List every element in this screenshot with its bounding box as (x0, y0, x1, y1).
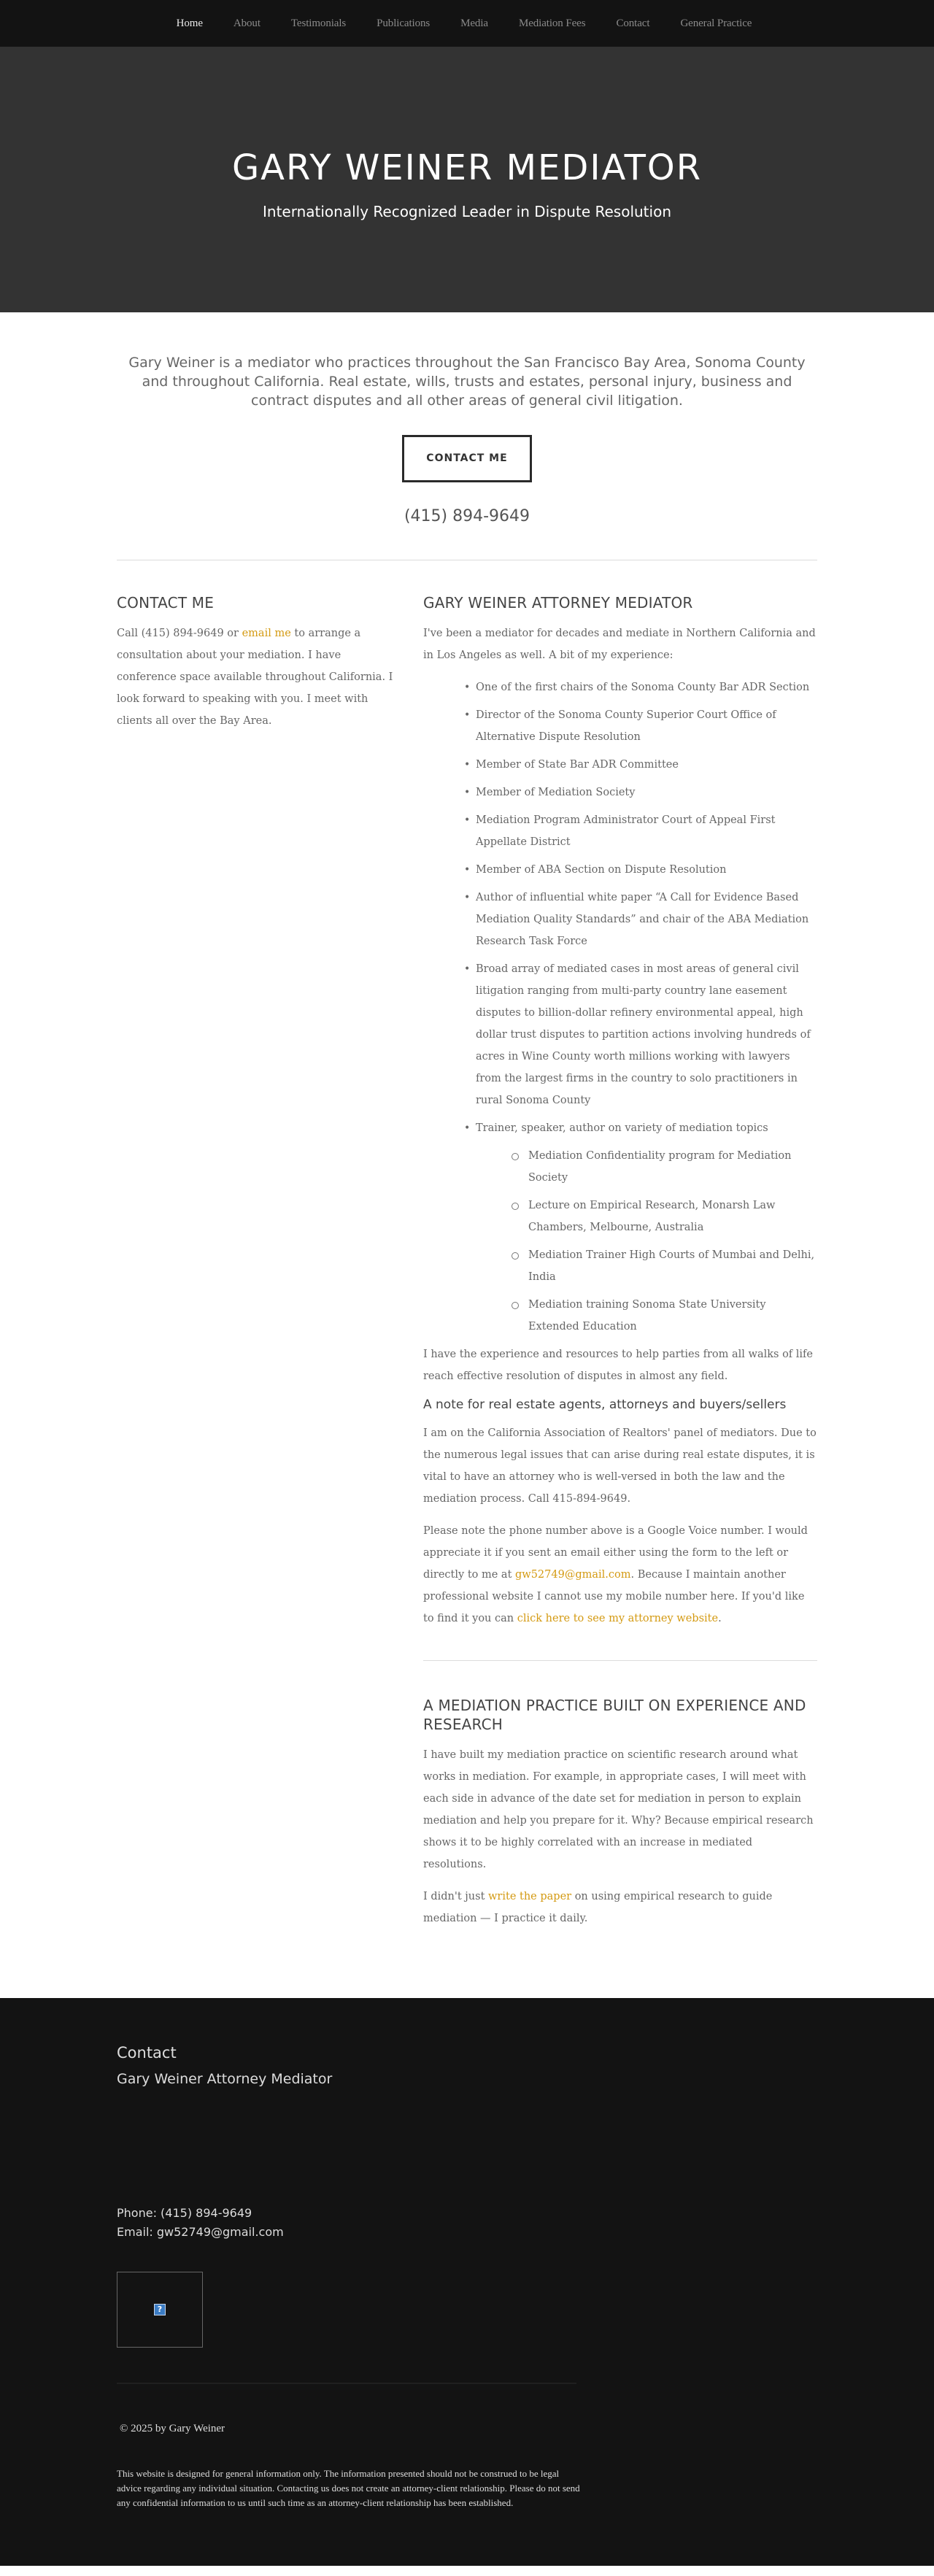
contact-text-prefix: Call (415) 894-9649 or (117, 628, 242, 639)
intro-phone: (415) 894-9649 (404, 507, 530, 525)
list-item-text: Mediation Program Administrator Court of Appeal First Appellate District (476, 814, 776, 848)
footer-inner (117, 2042, 817, 2510)
phone-note-prefix: Please note the phone number above is a Google Voice number. I would appreciate it if you sent an email either using the form to the left or directly to me at (423, 1525, 808, 1581)
nav-list (161, 0, 768, 47)
contact-title: CONTACT ME (117, 594, 215, 612)
practice-text: I have built my mediation practice on scientific research around what works in mediation. For example, in appropriate cases, I will meet with each side in advance of the date set for mediation in person to explain mediation and help you prepare for it. Why? Because empirical research shows it to be highly correlated with an increase in mediated resolutions. (423, 1749, 814, 1870)
main-content (117, 560, 817, 1998)
footer (0, 1998, 934, 2566)
hero-subtitle: Internationally Recognized Leader in Dispute Resolution (263, 203, 671, 220)
list-item-text: One of the first chairs of the Sonoma County Bar ADR Section (476, 682, 810, 693)
intro-section (117, 312, 817, 525)
real-estate-text: I am on the California Association of Realtors' panel of mediators. Due to the numerous legal issues that can arise during real estate disputes, it is vital to have an attorney who is well-versed in both the law and the mediation process. Call 415-894-9649. (423, 1427, 817, 1505)
practice-text-2 (423, 1886, 817, 1929)
main-nav (0, 0, 934, 47)
email-me-link[interactable]: email me (242, 628, 291, 639)
contact-text-suffix: to arrange a consultation about your mediation. I have conference space available throughout California. I look forward to speaking with you. I meet with clients all over the Bay Area. (117, 628, 393, 727)
list-item (464, 704, 817, 748)
list-item (464, 782, 817, 803)
attorney-closing: I have the experience and resources to help parties from all walks of life reach effective resolution of disputes in almost any field. (423, 1349, 814, 1382)
footer-divider (117, 2383, 576, 2384)
contact-column (117, 593, 394, 1940)
attorney-column (423, 593, 817, 1940)
circle-bullet-icon (512, 1153, 519, 1160)
practice-text-2-suffix: on using empirical research to guide mediation — I practice it daily. (423, 1891, 773, 1924)
email-link[interactable]: gw52749@gmail.com (515, 1569, 631, 1581)
intro-text: Gary Weiner is a mediator who practices throughout the San Francisco Bay Area, Sonoma County and throughout California. Real estate, wills, trusts and estates, personal injury, business and contract disputes and all other areas of general civil litigation. (128, 355, 806, 409)
sub-list-item (528, 1244, 817, 1288)
broken-image-icon: ? (154, 2304, 166, 2315)
sub-list-item (528, 1294, 817, 1338)
list-item (464, 887, 817, 952)
footer-subtitle: Gary Weiner Attorney Mediator (117, 2071, 333, 2087)
list-item (464, 809, 817, 853)
list-item-text: Broad array of mediated cases in most areas of general civil litigation ranging from multi-party country lane easement disputes to billion-dollar refinery environmental appeal, high dollar trust disputes to partition actions involving hundreds of acres in Wine County worth millions working with lawyers from the largest firms in the country to solo practitioners in rural Sonoma County (476, 963, 811, 1106)
nav-item-general-practice[interactable]: General Practice (680, 18, 752, 29)
practice-text-2-prefix: I didn't just (423, 1891, 489, 1902)
attorney-intro: I've been a mediator for decades and mediate in Northern California and in Los Angeles as well. A bit of my experience: (423, 628, 816, 661)
sub-list-item (528, 1145, 817, 1189)
circle-bullet-icon (512, 1252, 519, 1260)
nav-item-testimonials[interactable]: Testimonials (290, 18, 347, 29)
section-divider (423, 1660, 817, 1661)
list-item-text: Member of ABA Section on Dispute Resolution (476, 864, 727, 876)
bullet-icon: • (464, 814, 471, 826)
phone-note-middle: . Because I maintain another professional website I cannot use my mobile number here. If you'd like to find it you can (423, 1569, 805, 1624)
list-item-text: Author of influential white paper “A Call for Evidence Based Mediation Quality Standards” and chair of the ABA Mediation Research Task Force (476, 892, 809, 947)
list-item-text: Director of the Sonoma County Superior Court Office of Alternative Dispute Resolution (476, 709, 776, 743)
nav-item-home[interactable]: Home (176, 18, 203, 29)
list-item (464, 958, 817, 1111)
footer-title: Contact (117, 2044, 177, 2062)
sub-list-item (528, 1195, 817, 1238)
circle-bullet-icon (512, 1302, 519, 1309)
bullet-icon: • (464, 759, 471, 771)
list-item (464, 1117, 817, 1338)
bullet-icon: • (464, 1122, 471, 1134)
real-estate-heading: A note for real estate agents, attorneys and buyers/sellers (423, 1397, 787, 1412)
copyright: © 2025 by Gary Weiner (120, 2423, 225, 2434)
bullet-icon: • (464, 682, 471, 693)
footer-contact-info (117, 2204, 817, 2242)
list-item-text: Member of Mediation Society (476, 787, 636, 798)
circle-bullet-icon (512, 1203, 519, 1210)
sub-list-item-text: Mediation Confidentiality program for Mediation Society (528, 1150, 792, 1184)
list-item (464, 859, 817, 881)
hero-banner (0, 47, 934, 312)
attorney-website-link[interactable]: click here to see my attorney website (517, 1613, 719, 1624)
sub-list-item-text: Mediation training Sonoma State University Extended Education (528, 1299, 766, 1333)
experience-list (423, 676, 817, 1338)
sub-experience-list (476, 1145, 817, 1338)
sub-list-item-text: Lecture on Empirical Research, Monarsh Law Chambers, Melbourne, Australia (528, 1200, 776, 1233)
sub-list-item-text: Mediation Trainer High Courts of Mumbai and Delhi, India (528, 1249, 815, 1283)
bullet-icon: • (464, 892, 471, 903)
contact-text (117, 622, 394, 732)
nav-item-about[interactable]: About (233, 18, 260, 29)
bullet-icon: • (464, 787, 471, 798)
bullet-icon: • (464, 864, 471, 876)
attorney-title: GARY WEINER ATTORNEY MEDIATOR (423, 594, 693, 612)
nav-item-publications[interactable]: Publications (377, 18, 431, 29)
list-item-text: Member of State Bar ADR Committee (476, 759, 679, 771)
footer-email: Email: gw52749@gmail.com (117, 2225, 284, 2239)
list-item (464, 676, 817, 698)
disclaimer: This website is designed for general information only. The information presented should not be construed to be legal advice regarding any individual situation. Contacting us does not create an attorney-client relationship. Please do not send any confidential information to us until such time as an attorney-client relationship has been established. (117, 2468, 580, 2508)
footer-phone: Phone: (415) 894-9649 (117, 2206, 252, 2220)
phone-note-end: . (718, 1613, 722, 1624)
nav-item-mediation-fees[interactable]: Mediation Fees (518, 18, 586, 29)
bullet-icon: • (464, 963, 471, 975)
image-placeholder (117, 2272, 203, 2348)
contact-me-button[interactable]: CONTACT ME (402, 435, 532, 482)
list-item-text: Trainer, speaker, author on variety of mediation topics (476, 1122, 768, 1134)
list-item (464, 754, 817, 776)
practice-title: A MEDIATION PRACTICE BUILT ON EXPERIENCE AND RESEARCH (423, 1697, 806, 1733)
nav-item-contact[interactable]: Contact (616, 18, 650, 29)
phone-note (423, 1520, 817, 1630)
nav-item-media[interactable]: Media (460, 18, 488, 29)
hero-title: GARY WEINER MEDIATOR (231, 147, 703, 188)
write-the-paper-link[interactable]: write the paper (488, 1891, 572, 1902)
bullet-icon: • (464, 709, 471, 721)
